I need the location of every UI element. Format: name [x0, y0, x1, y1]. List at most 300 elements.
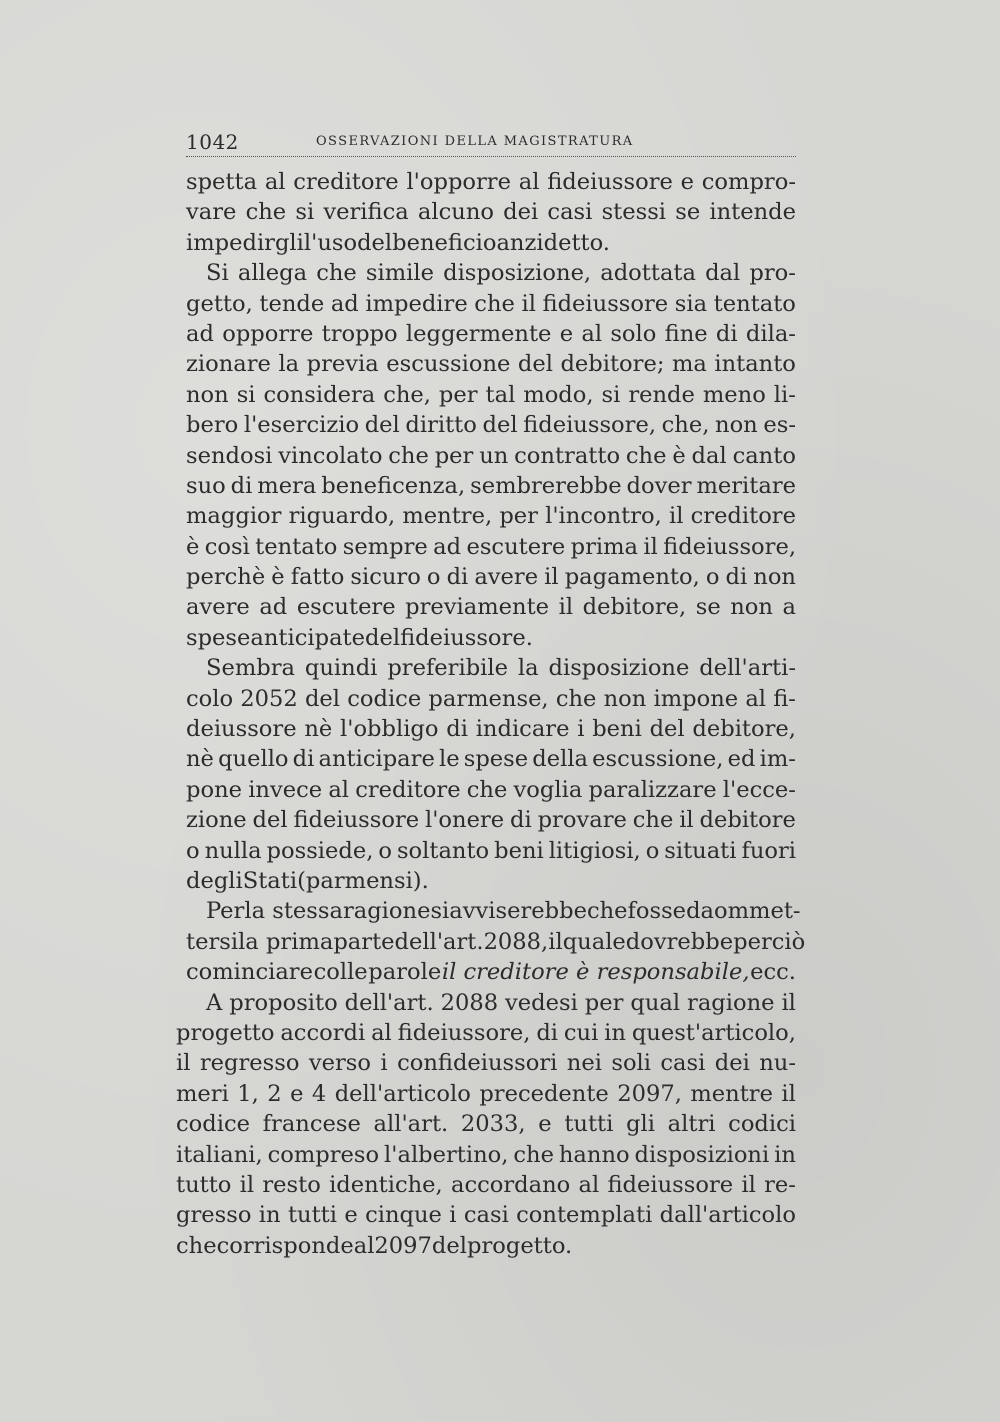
- word: Stati: [242, 867, 298, 894]
- word: l'obbligo: [340, 716, 439, 743]
- text-line: [176, 1109, 796, 1139]
- text-line: [176, 1170, 796, 1200]
- word: tentato: [713, 290, 796, 317]
- word: è: [271, 564, 285, 591]
- word: prima: [570, 533, 638, 560]
- word: del: [304, 685, 341, 712]
- word: ad: [330, 290, 359, 317]
- word: l'albertino,: [384, 1141, 509, 1168]
- word: mentre,: [402, 503, 493, 530]
- word: pone: [186, 776, 242, 803]
- word: in: [774, 1141, 796, 1168]
- word: degli: [186, 867, 243, 894]
- word: diritto: [405, 412, 477, 439]
- text-line: [176, 836, 796, 866]
- word: debitore;: [560, 351, 665, 378]
- word: i: [380, 1050, 388, 1077]
- word: voglia: [513, 776, 583, 803]
- word: parte: [333, 928, 395, 955]
- word: è: [186, 533, 200, 560]
- word: e: [538, 1111, 552, 1138]
- word: la: [278, 351, 300, 378]
- word: Si: [206, 260, 229, 287]
- word: parmense,: [428, 685, 549, 712]
- text-line: [176, 289, 796, 319]
- word: il: [544, 564, 559, 591]
- word: codice: [176, 1111, 250, 1138]
- word: e: [559, 320, 574, 347]
- word: tal: [485, 381, 516, 408]
- word: proposito: [229, 989, 338, 1016]
- word: un: [479, 442, 509, 469]
- word: fideiussore,: [523, 412, 656, 439]
- word: 4: [311, 1080, 327, 1107]
- word: 2: [267, 1080, 282, 1107]
- word: escussione: [386, 351, 511, 378]
- word: che: [555, 685, 597, 712]
- word: e: [680, 169, 695, 195]
- word: la stessa: [244, 898, 343, 925]
- word: situati: [664, 837, 737, 864]
- word: sempre: [342, 533, 428, 560]
- word: i: [449, 1202, 457, 1229]
- word: leggermente: [405, 320, 552, 347]
- word: provare: [537, 807, 627, 834]
- word: compro-: [701, 169, 796, 195]
- text-line: [176, 988, 796, 1018]
- word: all'art.: [373, 1111, 449, 1138]
- word: quest'articolo,: [631, 1019, 796, 1046]
- word: dovrebbe: [625, 928, 734, 955]
- word: zione: [186, 807, 247, 834]
- word: o: [426, 564, 441, 591]
- word: sembrerebbe: [470, 472, 622, 499]
- text-line: [176, 380, 796, 410]
- word: dell'arti-: [699, 655, 796, 682]
- word: 2097,: [617, 1080, 682, 1107]
- word: che: [466, 776, 508, 803]
- word: anzidetto.: [496, 229, 610, 256]
- text-line: [176, 623, 796, 653]
- word: compreso: [267, 1141, 380, 1168]
- word: simile: [365, 260, 434, 287]
- word: re-: [764, 1171, 796, 1198]
- word: debitore,: [692, 716, 796, 743]
- word: ad: [186, 320, 214, 347]
- word: ad: [433, 533, 462, 560]
- text-line: [176, 349, 796, 379]
- word: Per: [206, 898, 245, 925]
- word: che: [388, 442, 429, 469]
- word: vedesi: [505, 989, 578, 1016]
- word: di: [536, 1019, 559, 1046]
- word: da: [686, 898, 714, 925]
- word: o: [645, 837, 660, 864]
- word: non: [186, 381, 229, 408]
- word: pagamento,: [564, 564, 700, 591]
- word: al: [518, 169, 540, 195]
- word: Sembra: [206, 655, 296, 682]
- word: si: [430, 898, 450, 925]
- word: intanto: [714, 351, 796, 378]
- word: del: [357, 229, 393, 256]
- word: fideiussore: [547, 169, 673, 195]
- word: es-: [763, 412, 796, 439]
- word: il: [239, 1171, 255, 1198]
- word: spese: [463, 746, 529, 773]
- word: ma: [671, 351, 707, 378]
- header-divider: [186, 156, 796, 157]
- word: bero: [186, 412, 239, 439]
- word: alcuno: [417, 199, 494, 226]
- text-line: [176, 319, 796, 349]
- word: il: [521, 290, 536, 317]
- word: qual: [630, 989, 681, 1016]
- text-line: [176, 805, 796, 835]
- word: al: [353, 1232, 375, 1259]
- running-title: OSSERVAZIONI DELLA MAGISTRATURA: [316, 134, 634, 149]
- word: precedente: [479, 1080, 609, 1107]
- word: beneficenza,: [321, 472, 466, 499]
- word: casi: [660, 1050, 706, 1077]
- word: debitore,: [582, 594, 687, 621]
- word: disposizione,: [443, 260, 592, 287]
- word: quindi: [304, 655, 378, 682]
- word: per: [434, 442, 474, 469]
- word: il: [781, 1080, 796, 1107]
- word: del: [252, 807, 288, 834]
- word: fideiussore: [293, 807, 420, 834]
- word: per: [438, 381, 478, 408]
- word: cui: [563, 1019, 599, 1046]
- word: avere: [474, 564, 539, 591]
- word: contemplati: [516, 1202, 653, 1229]
- word: ed: [727, 746, 756, 773]
- word: im-: [759, 746, 796, 773]
- word: nè: [186, 746, 214, 773]
- word: non: [715, 412, 758, 439]
- word: fuori: [741, 837, 796, 864]
- word: al: [328, 776, 350, 803]
- word: debitore: [699, 807, 796, 834]
- word: verifica: [323, 199, 409, 226]
- word: previamente: [405, 594, 550, 621]
- word: che: [632, 807, 674, 834]
- word: del: [517, 351, 553, 378]
- word: li-: [773, 381, 796, 408]
- word: fi-: [773, 685, 796, 712]
- word: canto: [732, 442, 796, 469]
- word: fine: [664, 320, 708, 347]
- word: fideiussore: [542, 290, 669, 317]
- word: mera: [257, 472, 317, 499]
- word: adottata: [600, 260, 696, 287]
- text-line: [176, 927, 806, 957]
- word: sendosi: [186, 442, 273, 469]
- word: fideiussore.: [400, 624, 533, 651]
- word: considera: [263, 381, 376, 408]
- text-line: [176, 441, 796, 471]
- word: accordano: [451, 1171, 571, 1198]
- word: del: [649, 716, 685, 743]
- word: anticipate: [250, 624, 365, 651]
- word: di: [715, 320, 738, 347]
- text-line: [176, 684, 796, 714]
- word: al: [745, 685, 767, 712]
- word: accordi: [280, 1019, 366, 1046]
- word: ecc.: [750, 959, 796, 986]
- word: vincolato: [278, 442, 383, 469]
- word: si: [601, 381, 621, 408]
- word: che: [625, 442, 667, 469]
- word: spetta: [186, 169, 258, 195]
- word: verso: [308, 1050, 372, 1077]
- word: tende: [259, 290, 325, 317]
- word: l'ecce-: [722, 776, 796, 803]
- word: suo: [186, 472, 226, 499]
- text-line: [176, 562, 796, 592]
- word: si: [295, 199, 315, 226]
- word: che: [176, 1232, 217, 1259]
- word: l'incontro,: [545, 503, 662, 530]
- word: cinque: [365, 1202, 442, 1229]
- word: regresso: [199, 1050, 300, 1077]
- word: al: [371, 1019, 392, 1046]
- word: perciò: [733, 928, 806, 955]
- text-line: [176, 1079, 796, 1109]
- word: perchè: [186, 564, 266, 591]
- word: maggior: [186, 503, 282, 530]
- word: deiussore: [186, 716, 297, 743]
- word: non: [603, 685, 647, 712]
- word: il: [558, 594, 574, 621]
- word: impedire: [365, 290, 468, 317]
- word: previa: [306, 351, 379, 378]
- word: del: [482, 412, 518, 439]
- word: codice: [347, 685, 422, 712]
- word: della: [532, 746, 589, 773]
- word: la: [517, 655, 539, 682]
- word: disposizione: [548, 655, 690, 682]
- word: al: [578, 1171, 600, 1198]
- word: beni: [592, 716, 642, 743]
- word: (parmensi).: [297, 867, 429, 894]
- word: italiani,: [176, 1141, 263, 1168]
- word: litigiosi,: [548, 837, 641, 864]
- word: hanno: [558, 1141, 630, 1168]
- word: casi: [547, 199, 593, 226]
- word: quello: [218, 746, 289, 773]
- word: spese: [186, 624, 251, 651]
- text-line: [176, 775, 796, 805]
- word: dei: [503, 199, 539, 226]
- word: dell'art.: [394, 928, 484, 955]
- text-line: [176, 471, 796, 501]
- word: troppo: [321, 320, 398, 347]
- word: confideiussori: [397, 1050, 558, 1077]
- word: fosse: [627, 898, 687, 925]
- word: dila-: [745, 320, 796, 347]
- word: è: [672, 442, 686, 469]
- word: nu-: [759, 1050, 796, 1077]
- text-line: [176, 896, 801, 926]
- word: gli: [626, 1111, 655, 1138]
- word: colle: [313, 959, 368, 986]
- word: progetto: [176, 1019, 275, 1046]
- text-line: [176, 167, 796, 197]
- word: i: [577, 716, 585, 743]
- word: creditore: [355, 776, 461, 803]
- word: meri: [176, 1080, 229, 1107]
- word: nulla: [204, 837, 262, 864]
- text-line: [176, 714, 796, 744]
- text-line: [176, 1048, 796, 1078]
- text-line: [176, 592, 796, 622]
- word: meno: [702, 381, 766, 408]
- word: riguardo,: [288, 503, 396, 530]
- word: beni: [494, 837, 544, 864]
- word: del: [365, 624, 401, 651]
- word: altri: [667, 1111, 716, 1138]
- word: zionare: [186, 351, 271, 378]
- word: avviserebbe: [449, 898, 587, 925]
- word: dell'articolo: [334, 1080, 471, 1107]
- word: colo: [186, 685, 234, 712]
- word: il: [548, 928, 563, 955]
- word: il: [643, 533, 658, 560]
- word: tutti: [564, 1111, 614, 1138]
- text-line: [176, 501, 796, 531]
- word: rende: [628, 381, 695, 408]
- word: meritare: [696, 472, 796, 499]
- word: fideiussore,: [397, 1019, 531, 1046]
- word: dal: [705, 260, 741, 287]
- word: nè: [304, 716, 333, 743]
- word: che,: [661, 412, 710, 439]
- word: ragione: [342, 898, 431, 925]
- word: o: [186, 837, 200, 864]
- word: 1,: [237, 1080, 259, 1107]
- word: tutto: [176, 1171, 232, 1198]
- word: fideiussore,: [663, 533, 796, 560]
- word: 2088,: [483, 928, 549, 955]
- word: nei: [566, 1050, 602, 1077]
- word: stessi: [601, 199, 667, 226]
- word: che: [513, 1141, 554, 1168]
- word: pro-: [749, 260, 796, 287]
- word: beneficio: [392, 229, 497, 256]
- page-header: [186, 126, 796, 158]
- word: che: [316, 260, 357, 287]
- word: vare: [186, 199, 237, 226]
- word: se: [675, 199, 701, 226]
- word: contratto: [514, 442, 621, 469]
- word: ad: [259, 594, 288, 621]
- word: a: [782, 594, 796, 621]
- word: creditore: [293, 169, 399, 195]
- body-text: [176, 167, 806, 1261]
- word: escutere: [296, 594, 396, 621]
- word: in: [258, 1202, 281, 1229]
- word: corrisponde: [216, 1232, 354, 1259]
- word: le: [438, 746, 460, 773]
- word: resto: [262, 1171, 321, 1198]
- word: al: [264, 169, 286, 195]
- word: che: [245, 199, 287, 226]
- word: soli: [611, 1050, 651, 1077]
- word: anticipare: [318, 746, 435, 773]
- word: al: [581, 320, 603, 347]
- word: così: [204, 533, 250, 560]
- word: di: [510, 807, 532, 834]
- word: opporre: [222, 320, 314, 347]
- word: di: [292, 746, 315, 773]
- word: possiede,: [266, 837, 374, 864]
- word: tutti: [287, 1202, 337, 1229]
- word: disposizioni: [634, 1141, 770, 1168]
- text-line: [176, 957, 796, 987]
- word: paralizzare: [588, 776, 717, 803]
- word: tersi: [186, 928, 239, 955]
- word: dell'art.: [344, 989, 434, 1016]
- word: ommet-: [714, 898, 801, 925]
- word: che: [474, 290, 515, 317]
- word: mentre: [690, 1080, 773, 1107]
- word: sia: [674, 290, 708, 317]
- word: se: [695, 594, 721, 621]
- word: 2097: [374, 1232, 432, 1259]
- word: in: [604, 1019, 626, 1046]
- word: si: [236, 381, 256, 408]
- word: o: [378, 837, 392, 864]
- word: del: [364, 412, 400, 439]
- word: solo: [610, 320, 657, 347]
- word: invece: [248, 776, 323, 803]
- word: che: [586, 898, 628, 925]
- word: di: [446, 716, 468, 743]
- word: l'opporre: [406, 169, 511, 195]
- word: e: [344, 1202, 358, 1229]
- word: per: [499, 503, 538, 530]
- word: del: [431, 1232, 467, 1259]
- word: il: [741, 1171, 756, 1198]
- word: di: [725, 564, 748, 591]
- word: l'uso: [303, 229, 358, 256]
- word: soltanto: [396, 837, 490, 864]
- word: di: [446, 564, 469, 591]
- word: o: [705, 564, 720, 591]
- word: dei: [714, 1050, 750, 1077]
- word: il creditore è responsabile,: [441, 959, 750, 986]
- word: per: [584, 989, 624, 1016]
- text-line: [176, 653, 796, 683]
- word: il: [668, 503, 684, 530]
- text-line: [176, 1231, 796, 1261]
- text-line: [176, 228, 796, 258]
- text-line: [176, 410, 796, 440]
- word: impone: [653, 685, 739, 712]
- word: casi: [463, 1202, 509, 1229]
- text-line: [176, 197, 796, 227]
- word: fideiussore: [607, 1171, 734, 1198]
- word: la prima: [238, 928, 334, 955]
- word: dover: [626, 472, 692, 499]
- word: e: [290, 1080, 304, 1107]
- word: escutere: [466, 533, 566, 560]
- word: francese: [262, 1111, 361, 1138]
- word: gresso: [176, 1202, 252, 1229]
- word: avere: [186, 594, 250, 621]
